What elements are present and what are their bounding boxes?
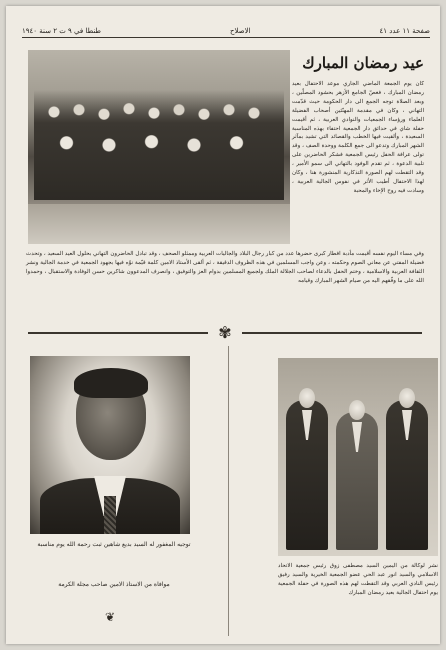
newspaper-page (6, 6, 440, 644)
portrait-photo (30, 356, 190, 534)
divider-ornament-icon: ✾ (218, 323, 232, 342)
group-photo (28, 50, 290, 244)
article-full-width-text: وفي مساء اليوم نفسه أقيمت مأدبة افطار كبرى حضرها عدد من كبار رجال البلاد والجاليات العربية وممثلو الصحف ، وقد تبادل الحاضرون التهاني بحلول العيد السعيد ، وتحدث فضيلة المفتي عن معاني الصوم وحكمته ، وعن واجب المسلمين في هذه الظروف الدقيقة ، ثم ألقى الأستاذ الامين كلمة قيّمة نوّه فيها بجهود الجمعية في خدمة الجالية ونشر الثقافة العربية والاسلامية ، وختم الحفل بالدعاء لصاحب الجلالة الملك ولجميع المسلمين بدوام العز والتوفيق ، وانصرف المدعوون شاكرين حسن الوفادة والاستقبال ، وحمدوا الله على ما وفّقهم اليه من صيام الشهر المبارك وقيامه (26, 251, 424, 284)
column-separator (228, 346, 229, 636)
group-photo-crowd (34, 90, 284, 200)
portrait-tie (104, 496, 116, 534)
trio-face-middle (349, 400, 365, 420)
page-header (22, 24, 430, 38)
emblem-icon: ❦ (104, 610, 116, 624)
header-publication-name: الاصلاح (229, 26, 251, 35)
trio-face-right (399, 388, 415, 408)
portrait-caption-line1: توجيه المغفور له السيد بديع شاهين ثبت رحمة الله يوم مناسبة (37, 541, 191, 548)
header-date: طنطا في ٩ ت ٢ سنة ١٩٤٠ (22, 26, 102, 35)
divider-line-left (28, 332, 208, 334)
article-title: عيد رمضان المبارك (302, 54, 424, 72)
divider-line-right (242, 332, 422, 334)
article-column-text: كان يوم الجمعة الماضي الجاري موعد الاحتفال بعيد رمضان المبارك ، فغصّ الجامع الأزهر بحشود المصلّين ، وبعد الصلاة توجه الجمع الى دار الحكومة حيث قدّمت التهاني ، وكان في مقدمة المهنّئين أصحاب الفضيلة العلماء ورؤساء الجمعيات والنوادي العربية ، ثم أقيمت حفلة شاي في حدائق دار الجمعية احتفاء بهذه المناسبة السعيدة ، وألقيت فيها الخطب والقصائد التي تشيد بمآثر الشهر المبارك وتدعو الى جمع الكلمة ووحدة الصف ، وقد تولى عرافة الحفل رئيس الجمعية فشكر الحاضرين على تلبية الدعوة ، ثم تقدم الوفود بالتهاني الى سمو الأمير ، وقد التقطت لهم الصورة التذكارية المنشورة هنا ، وكان لهذا الاحتفال أطيب الأثر في نفوس الجالية العربية ، وسادت فيه روح الإخاء والمحبة (292, 81, 424, 194)
group-photo-ground (28, 204, 290, 244)
three-men-photo (278, 358, 438, 556)
three-men-caption: نشر لوكالة من اليمين السيد مصطفى زوق رئيس جمعية الاتحاد الاسلامي والسيد انور عبد الحي عضو الجمعية الخيرية والسيد رفيق رئيس النادي العربي وقد التقطت لهم هذه الصورة في حفلة الجمعية يوم احتفال الجالية بعيد رمضان المبارك (278, 563, 438, 596)
header-page-number: صفحة ١١ عدد ٤١ (379, 26, 430, 35)
portrait-hair (74, 368, 148, 398)
section-divider (28, 323, 422, 342)
trio-face-left (299, 388, 315, 408)
portrait-caption-line2: موافاة من الاستاذ الامين صاحب مجلة الكرمة (58, 581, 170, 588)
